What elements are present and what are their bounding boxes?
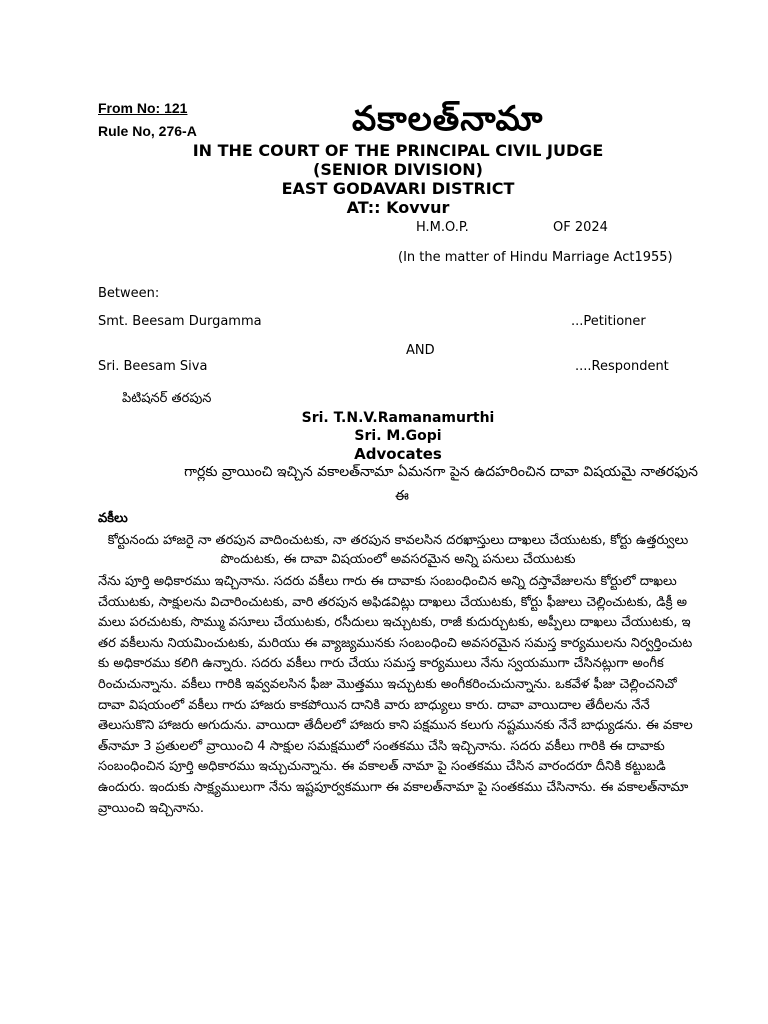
rule-number: Rule No, 276-A: [98, 123, 197, 139]
court-division: (SENIOR DIVISION): [313, 160, 483, 179]
court-location: AT:: Kovvur: [346, 198, 450, 217]
advocate-name-1: Sri. T.N.V.Ramanamurthi: [301, 410, 495, 426]
advocate-name-2: Sri. M.Gopi: [354, 428, 442, 444]
telugu-paragraph-head: కోర్టునందు హాజరై నా తరపున వాదించుటకు, నా తరపున కావలసిన దరఖాస్తులు దాఖలు చేయుటకు, కోర్టు ఉత్తర్వులు పొందుటకు, ఈ దావా విషయంలో అవసరమైన అన్ని పనులు చేయుటకు: [107, 533, 689, 567]
between-label: Between:: [98, 286, 160, 301]
court-name: IN THE COURT OF THE PRINCIPAL CIVIL JUDGE: [192, 141, 604, 160]
form-number: From No: 121: [98, 100, 188, 116]
petitioner-role: ...Petitioner: [571, 314, 646, 329]
vakalat-title: వకాలత్‌నామా: [352, 99, 544, 139]
and-word: AND: [406, 343, 435, 358]
case-type: H.M.O.P.: [416, 220, 469, 235]
court-district: EAST GODAVARI DISTRICT: [281, 179, 515, 198]
respondent-role: ....Respondent: [575, 359, 669, 374]
telugu-intro: పిటిషనర్ తరపున: [122, 391, 212, 406]
telugu-line-1: గార్లకు వ్రాయించి ఇచ్చిన వకాలత్‌నామా ఏమనగా పైన ఉదహరించిన దావా విషయమై నాతరఫున: [184, 464, 698, 480]
petitioner-name: Smt. Beesam Durgamma: [98, 314, 262, 329]
telugu-line-2: ఈ: [395, 488, 409, 504]
case-year: OF 2024: [553, 220, 608, 235]
telugu-label: వకీలు: [98, 511, 128, 526]
telugu-paragraph: నేను పూర్తి అధికారము ఇచ్చినాను. సదరు వకీలు గారు ఈ దావాకు సంబంధించిన అన్ని దస్తావేజులను కోర్టులో దాఖలు చేయుటకు, సాక్షులను విచారించుటకు, వారి తరపున అఫిడవిట్లు దాఖలు చేయుటకు, కోర్టు ఫీజులు చెల్లించుటకు, డిక్రీ అమలు పరచుటకు, సొమ్ము వసూలు చేయుటకు, రసీదులు ఇచ్చుటకు, రాజీ కుదుర్చుటకు, అప్పీలు దాఖలు చేయుటకు, ఇతర వకీలును నియమించుటకు, మరియు ఈ వ్యాజ్యమునకు సంబంధించి అవసరమైన సమస్త కార్యములను నిర్వర్తించుటకు అధికారము కలిగి ఉన్నారు. సదరు వకీలు గారు చేయు సమస్త కార్యములు నేను స్వయముగా చేసినట్లుగా అంగీకరించుచున్నాను. వకీలు గారికి ఇవ్వవలసిన ఫీజు మొత్తము ఇచ్చుటకు అంగీకరించుచున్నాను. ఒకవేళ ఫీజు చెల్లించనిచో దావా విషయంలో వకీలు గారు హాజరు కాకపోయిన దానికి వారు బాధ్యులు కారు. దావా వాయిదాల తేదీలను నేనే తెలుసుకొని హాజరు అగుదును. వాయిదా తేదీలలో హాజరు కాని పక్షమున కలుగు నష్టమునకు నేనే బాధ్యుడను. ఈ వకాలత్‌నామా 3 ప్రతులలో వ్రాయించి 4 సాక్షుల సమక్షములో సంతకము చేసి ఇచ్చినాను. సదరు వకీలు గారికి ఈ దావాకు సంబంధించిన పూర్తి అధికారము ఇచ్చుచున్నాను. ఈ వకాలత్ నామా పై సంతకము చేసిన వారందరూ దీనికి కట్టుబడి ఉందురు. ఇందుకు సాక్ష్యములుగా నేను ఇష్టపూర్వకముగా ఈ వకాలత్‌నామా పై సంతకము చేసినాను. ఈ వకాలత్‌నామా వ్రాయించి ఇచ్చినాను.: [98, 574, 693, 816]
advocates-label: Advocates: [354, 445, 442, 463]
respondent-name: Sri. Beesam Siva: [98, 359, 208, 374]
matter-line: (In the matter of Hindu Marriage Act1955): [398, 250, 673, 265]
